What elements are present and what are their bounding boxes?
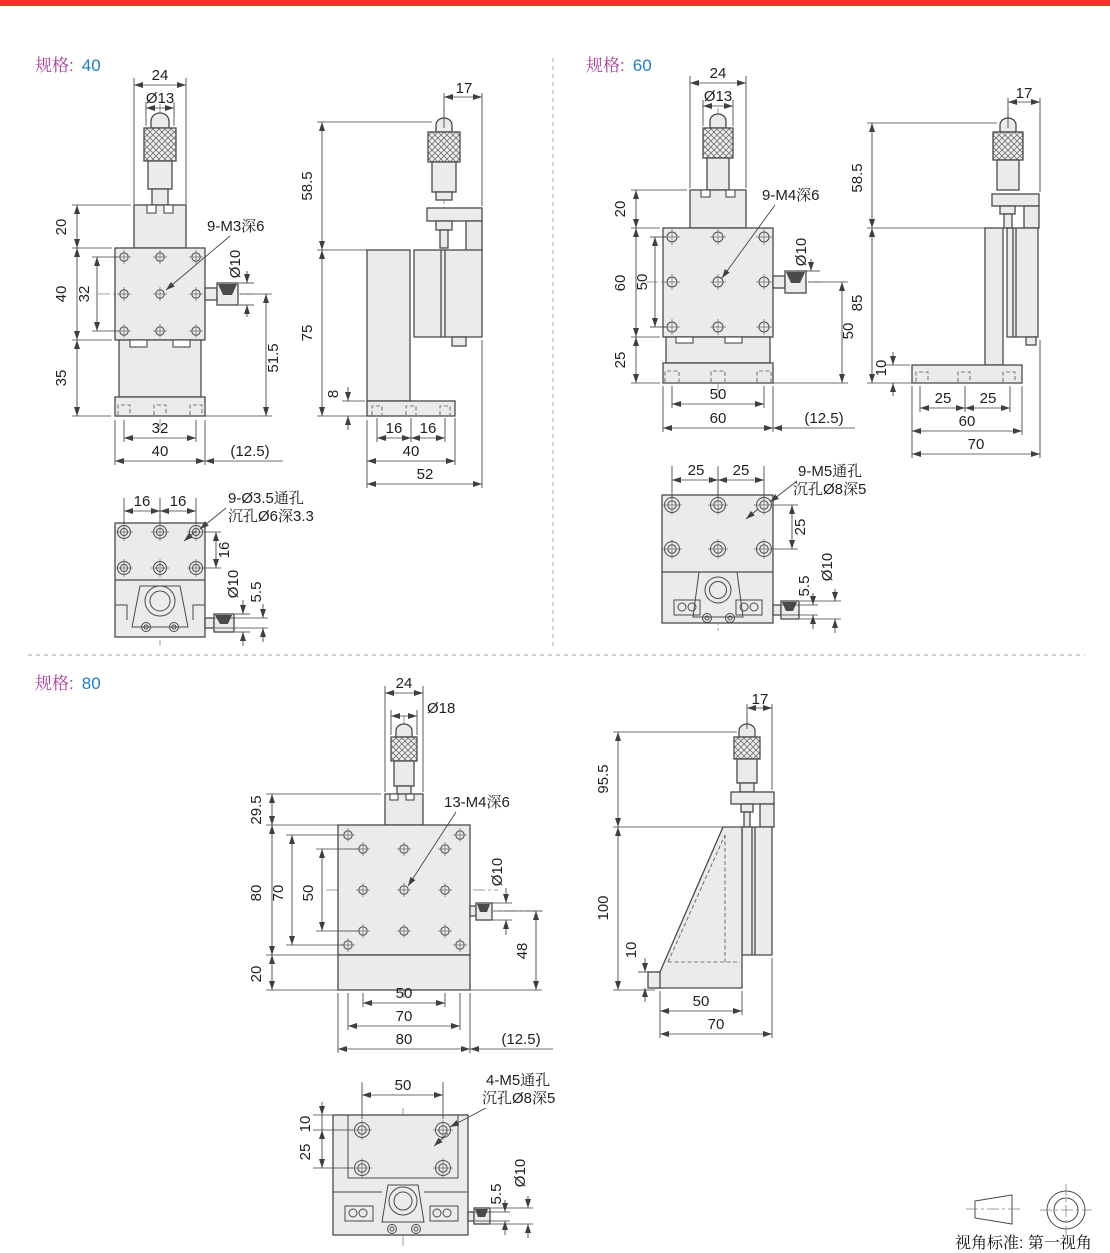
dim-text: 50 xyxy=(300,884,317,902)
hole-callout: 9-M5通孔 xyxy=(798,463,863,480)
dim-text: 52 xyxy=(416,466,434,483)
dim-text: (12.5) xyxy=(230,443,270,460)
dim-text: 24 xyxy=(395,675,413,692)
mount-block xyxy=(690,190,746,228)
stage-body xyxy=(912,228,1038,383)
view-standard-label: 视角标准: 第一视角 xyxy=(955,1235,1092,1252)
micrometer-head xyxy=(428,118,460,200)
dim-text: 50 xyxy=(634,273,651,291)
lock-knob xyxy=(205,283,238,305)
lock-knob xyxy=(468,1208,490,1224)
hole-callout: 沉孔Ø6深3.3 xyxy=(228,508,314,525)
dim-text: 51.5 xyxy=(265,343,282,373)
dim-text: Ø10 xyxy=(819,552,836,582)
hole-callout: 沉孔Ø8深5 xyxy=(482,1090,556,1107)
dim-text: 5.5 xyxy=(248,581,265,603)
dim-text: 29.5 xyxy=(248,795,265,825)
base-plate xyxy=(115,523,205,637)
dim-text: 60 xyxy=(709,410,727,427)
micrometer-head xyxy=(993,118,1023,190)
dim-text: Ø10 xyxy=(793,237,810,267)
dim-text: (12.5) xyxy=(804,410,844,427)
stage-body xyxy=(367,250,482,416)
mount-block xyxy=(385,794,423,825)
spec60-header xyxy=(586,56,652,75)
dim-text: 80 xyxy=(395,1031,413,1048)
dim-text: 10 xyxy=(623,941,640,959)
spec80-bottom-view xyxy=(297,1071,555,1246)
clamp-bracket xyxy=(731,792,774,827)
spec80-side-view xyxy=(595,691,774,1038)
hole-callout: 9-Ø3.5通孔 xyxy=(228,490,304,507)
spec80-header-label: 规格: xyxy=(35,674,74,693)
dim-text: 32 xyxy=(76,285,93,303)
micrometer-head xyxy=(391,724,417,794)
dim-text: Ø18 xyxy=(427,700,456,717)
spec40-front-view xyxy=(53,67,283,465)
dim-text: 50 xyxy=(394,1077,412,1094)
dim-text: 80 xyxy=(248,884,265,902)
spec60-bottom-view xyxy=(662,462,866,633)
clamp-bracket xyxy=(427,208,482,251)
dim-text: Ø10 xyxy=(489,857,506,887)
spec80-header xyxy=(35,674,101,693)
lock-knob xyxy=(470,903,492,920)
dim-text: 10 xyxy=(297,1115,314,1133)
dim-text: 17 xyxy=(1015,85,1033,102)
hole-callout: 沉孔Ø8深5 xyxy=(793,481,867,498)
dim-text: 32 xyxy=(151,420,169,437)
dim-text: 16 xyxy=(419,420,437,437)
thread-callout: 9-M3深6 xyxy=(207,218,265,235)
micrometer-head xyxy=(703,114,733,190)
dim-text: 48 xyxy=(514,942,531,960)
dim-text: 17 xyxy=(751,691,769,708)
dim-text: Ø10 xyxy=(225,569,242,599)
dim-text: 95.5 xyxy=(595,764,612,794)
stage-body xyxy=(663,337,773,383)
stage-plate xyxy=(115,248,205,340)
dim-text: 20 xyxy=(612,200,629,218)
dim-text: 40 xyxy=(402,443,420,460)
spec60-header-label: 规格: xyxy=(586,56,625,75)
dim-text: 24 xyxy=(709,65,727,82)
dim-text: 8 xyxy=(325,389,342,399)
spec60-side-view xyxy=(849,85,1040,458)
stage-body xyxy=(648,827,772,988)
dim-text: 10 xyxy=(873,359,890,377)
dim-text: 58.5 xyxy=(299,171,316,201)
dim-text: 58.5 xyxy=(849,163,866,193)
dim-text: 16 xyxy=(133,493,151,510)
lock-knob xyxy=(773,271,806,293)
dim-text: Ø13 xyxy=(145,90,175,107)
dim-text: 70 xyxy=(270,884,287,902)
spec60-front-view xyxy=(612,65,857,432)
thread-callout: 9-M4深6 xyxy=(762,187,820,204)
dim-text: 70 xyxy=(707,1016,725,1033)
spec40-bottom-view xyxy=(115,489,314,646)
dim-text: 40 xyxy=(151,443,169,460)
mount-block xyxy=(134,205,186,248)
micrometer-head xyxy=(144,113,176,205)
spec40-header-label: 规格: xyxy=(35,56,74,75)
dim-text: 70 xyxy=(967,436,985,453)
clamp-bracket xyxy=(992,194,1039,228)
dim-text: 25 xyxy=(934,390,952,407)
dim-text: 50 xyxy=(692,993,710,1010)
dim-text: 20 xyxy=(53,218,70,236)
spec40-side-view xyxy=(299,80,482,488)
spec60-header-value: 60 xyxy=(632,56,652,75)
dim-text: 25 xyxy=(687,462,705,479)
spec40-header-value: 40 xyxy=(81,56,101,75)
dim-text: Ø13 xyxy=(703,88,733,105)
dim-text: 60 xyxy=(958,413,976,430)
dim-text: 85 xyxy=(849,294,866,312)
dim-text: 70 xyxy=(395,1008,413,1025)
dim-text: Ø10 xyxy=(512,1158,529,1188)
dim-text: 25 xyxy=(612,351,629,369)
spec80-front-view xyxy=(248,675,553,1053)
dim-text: 16 xyxy=(385,420,403,437)
spec80-header-value: 80 xyxy=(81,674,101,693)
dim-text: (12.5) xyxy=(501,1031,541,1048)
micrometer-head xyxy=(734,724,760,792)
dim-text: 50 xyxy=(395,985,413,1002)
spec40-header xyxy=(35,56,101,75)
dim-text: 20 xyxy=(248,965,265,983)
dim-text: 25 xyxy=(297,1143,314,1161)
dim-text: 35 xyxy=(53,369,70,387)
dim-text: 100 xyxy=(595,895,612,921)
dim-text: 50 xyxy=(709,386,727,403)
stage-body xyxy=(115,340,205,416)
dim-text: 5.5 xyxy=(796,575,813,597)
dim-text: 40 xyxy=(53,285,70,303)
lock-knob xyxy=(205,614,234,632)
hole-callout: 4-M5通孔 xyxy=(486,1072,551,1089)
dim-text: Ø10 xyxy=(227,249,244,279)
thread-callout: 13-M4深6 xyxy=(444,794,510,811)
base-plate xyxy=(662,495,774,623)
dim-text: 17 xyxy=(455,80,473,97)
dim-text: 60 xyxy=(612,274,629,292)
stage-plate xyxy=(338,825,470,955)
dim-text: 75 xyxy=(299,324,316,342)
dim-text: 50 xyxy=(840,322,857,340)
dim-text: 25 xyxy=(732,462,750,479)
first-angle-projection-icon xyxy=(966,1184,1092,1236)
dim-text: 25 xyxy=(979,390,997,407)
dim-text: 5.5 xyxy=(488,1183,505,1205)
dim-text: 25 xyxy=(792,518,809,536)
stage-plate xyxy=(663,228,773,337)
dim-text: 16 xyxy=(169,493,187,510)
dim-text: 16 xyxy=(216,541,233,559)
dim-text: 24 xyxy=(151,67,169,84)
lock-knob xyxy=(773,601,799,619)
